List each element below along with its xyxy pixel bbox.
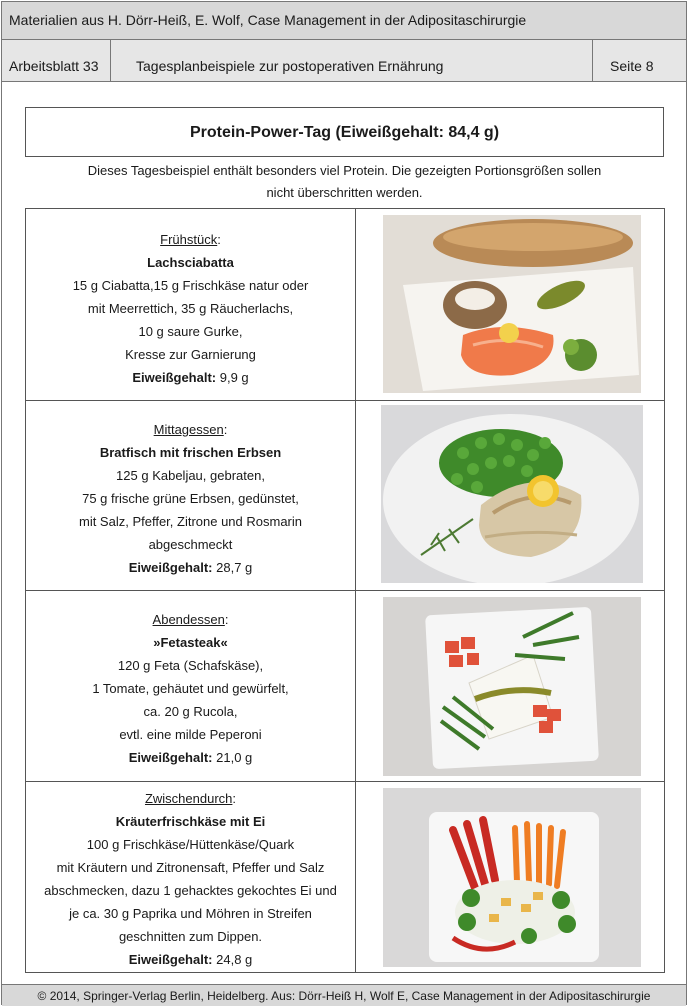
salmon-ciabatta-photo: [383, 215, 641, 393]
meal-line: abschmecken, dazu 1 gehacktes gekochtes Ei und: [44, 883, 337, 898]
meal-line: mit Salz, Pfeffer, Zitrone und Rosmarin: [78, 514, 303, 529]
meal-name: Kräuterfrischkäse mit Ei: [115, 814, 266, 829]
meal-line: 120 g Feta (Schafskäse),: [117, 658, 264, 673]
meal-line: 100 g Frischkäse/Hüttenkäse/Quark: [86, 837, 295, 852]
meal-name: »Fetasteak«: [153, 635, 228, 650]
column-divider: [355, 782, 356, 972]
source-banner: [2, 2, 686, 40]
protein-value: 21,0 g: [216, 750, 253, 765]
meal-text: Abendessen: »Fetasteak« 120 g Feta (Schafskäse), 1 Tomate, gehäutet und gewürfelt, ca. 20 g Rucola, evtl. eine milde Peperoni Eiweißgehalt: 21,0 g: [26, 608, 355, 769]
intro-line: nicht überschritten werden.: [266, 185, 423, 200]
meal-line: 1 Tomate, gehäutet und gewürfelt,: [92, 681, 289, 696]
meal-line: 15 g Ciabatta,15 g Frischkäse natur oder: [72, 278, 309, 293]
protein-label: Eiweißgehalt:: [128, 952, 213, 967]
meal-line: evtl. eine milde Peperoni: [119, 727, 262, 742]
column-divider: [355, 591, 356, 781]
source-text: Materialien aus H. Dörr-Heiß, E. Wolf, Case Management in der Adipositaschirurgie: [9, 12, 527, 28]
column-divider: [355, 209, 356, 400]
meal-line: geschnitten zum Dippen.: [118, 929, 263, 944]
worksheet-header: [2, 40, 686, 82]
fried-fish-peas-photo: [381, 405, 643, 583]
meal-line: Kresse zur Garnierung: [125, 347, 256, 362]
meal-line: 10 g saure Gurke,: [138, 324, 243, 339]
meal-name: Lachsciabatta: [147, 255, 234, 270]
meal-name: Bratfisch mit frischen Erbsen: [99, 445, 282, 460]
meal-line: 125 g Kabeljau, gebraten,: [116, 468, 265, 483]
meal-line: ca. 20 g Rucola,: [143, 704, 238, 719]
protein-value: 28,7 g: [216, 560, 253, 575]
copyright-text: © 2014, Springer-Verlag Berlin, Heidelberg. Aus: Dörr-Heiß H, Wolf E, Case Management in der Adipositaschirurgie: [37, 989, 651, 1003]
meal-heading: Frühstück: [160, 232, 218, 247]
protein-label: Eiweißgehalt:: [128, 560, 213, 575]
meal-line: abgeschmeckt: [148, 537, 233, 552]
meal-row-dinner: [26, 591, 664, 782]
meal-row-breakfast: [26, 209, 664, 401]
copyright-footer: [2, 984, 686, 1006]
page-title: Protein-Power-Tag (Eiweißgehalt: 84,4 g): [189, 124, 500, 141]
meal-row-lunch: [26, 401, 664, 591]
page-title-box: [25, 107, 664, 157]
meal-text: Zwischendurch: Kräuterfrischkäse mit Ei 100 g Frischkäse/Hüttenkäse/Quark mit Kräutern und Zitronensaft, Pfeffer und Salz abschmecken, dazu 1 gehacktes gekochtes Ei und je ca. 30 g Paprika und Möhren in Streifen geschnitten zum Dippen. Eiweißgehalt: 24,8 g: [26, 787, 355, 971]
intro-line: Dieses Tagesbeispiel enthält besonders viel Protein. Die gezeigten Portionsgrößen sollen: [87, 163, 602, 178]
meal-line: 75 g frische grüne Erbsen, gedünstet,: [82, 491, 299, 506]
meal-line: mit Meerrettich, 35 g Räucherlachs,: [87, 301, 294, 316]
meal-heading: Zwischendurch: [144, 791, 233, 806]
protein-label: Eiweißgehalt:: [128, 750, 213, 765]
meal-line: je ca. 30 g Paprika und Möhren in Streifen: [69, 906, 312, 921]
intro-text: [25, 160, 664, 204]
meal-text: Mittagessen: Bratfisch mit frischen Erbsen 125 g Kabeljau, gebraten, 75 g frische grüne Erbsen, gedünstet, mit Salz, Pfeffer, Zitrone und Rosmarin abgeschmeckt Eiweißgehalt: 28,7 g: [26, 418, 355, 579]
sheet-number: Arbeitsblatt 33: [9, 58, 99, 74]
column-divider: [355, 401, 356, 590]
page-cell-divider: [592, 40, 593, 81]
meal-heading: Mittagessen: [153, 422, 224, 437]
meal-line: mit Kräutern und Zitronensaft, Pfeffer und Salz: [56, 860, 325, 875]
meal-text: Frühstück: Lachsciabatta 15 g Ciabatta,15 g Frischkäse natur oder mit Meerrettich, 35 g Räucherlachs, 10 g saure Gurke, Kresse zur Garnierung Eiweißgehalt: 9,9 g: [26, 228, 355, 389]
meal-heading: Abendessen: [152, 612, 225, 627]
protein-value: 24,8 g: [216, 952, 253, 967]
sheet-topic: Tagesplanbeispiele zur postoperativen Ernährung: [136, 58, 444, 74]
meal-table: [25, 208, 665, 973]
feta-steak-photo: [383, 597, 641, 776]
page-number: Seite 8: [610, 58, 654, 74]
herb-cream-cheese-dip-photo: [383, 788, 641, 967]
meal-row-snack: [26, 782, 664, 972]
protein-label: Eiweißgehalt:: [132, 370, 217, 385]
protein-value: 9,9 g: [219, 370, 249, 385]
